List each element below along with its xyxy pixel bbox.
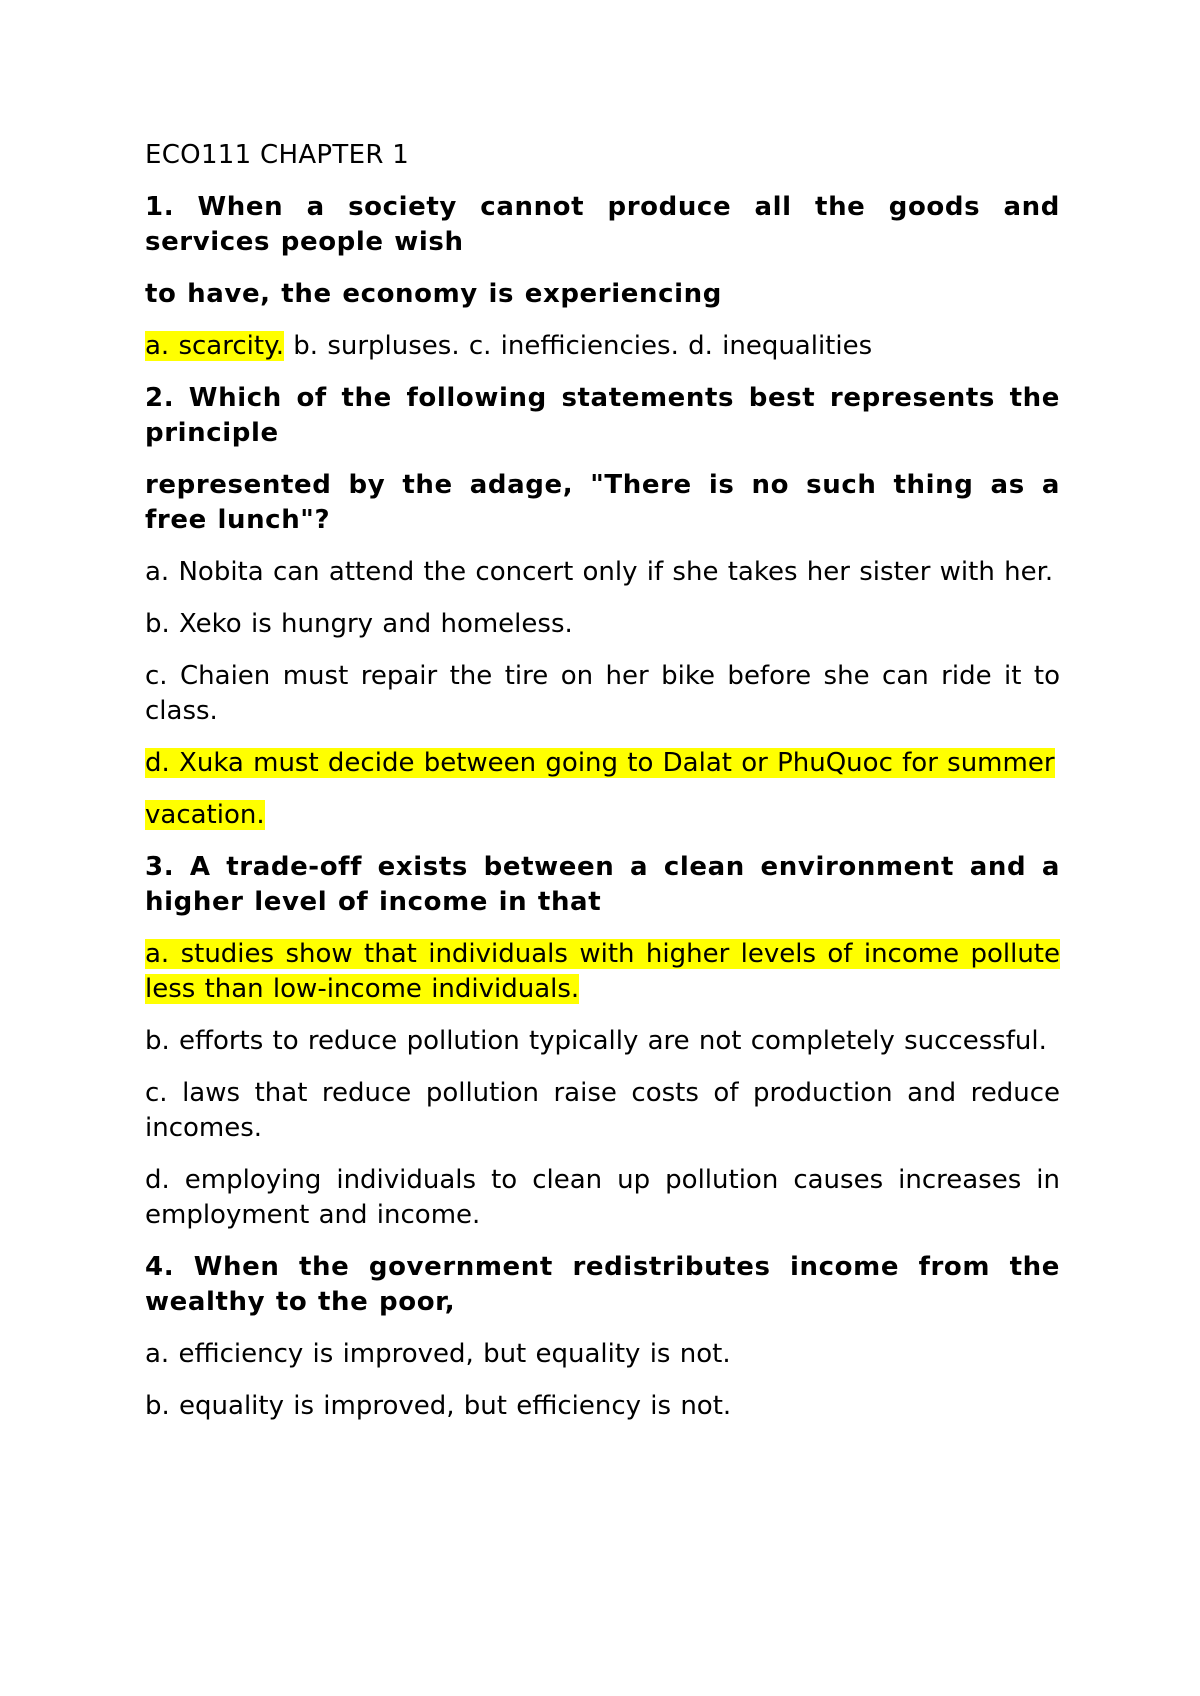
document-title: ECO111 CHAPTER 1 — [145, 140, 410, 170]
question-2-option-d-continued-highlighted: vacation. — [145, 800, 265, 830]
question-3-stem: 3. A trade-off exists between a clean environment and a higher level of income in that — [145, 852, 1060, 917]
question-2-option-c: c. Chaien must repair the tire on her bike before she can ride it to class. — [145, 661, 1060, 726]
question-1-options-rest: b. surpluses. c. inefficiencies. d. inequalities — [284, 331, 873, 361]
question-2-stem-continued: represented by the adage, "There is no such thing as a free lunch"? — [145, 470, 1060, 535]
question-3-option-d: d. employing individuals to clean up pollution causes increases in employment and income. — [145, 1165, 1060, 1230]
question-3-option-c: c. laws that reduce pollution raise costs of production and reduce incomes. — [145, 1078, 1060, 1143]
question-2-stem: 2. Which of the following statements best represents the principle — [145, 383, 1060, 448]
question-3-option-a-highlighted: a. studies show that individuals with higher levels of income pollute less than low-income individuals. — [145, 939, 1060, 1004]
question-3-option-b: b. efforts to reduce pollution typically are not completely successful. — [145, 1026, 1047, 1056]
question-1-stem-continued: to have, the economy is experiencing — [145, 279, 722, 309]
question-2-option-a: a. Nobita can attend the concert only if she takes her sister with her. — [145, 557, 1054, 587]
question-2-option-d-continued — [145, 798, 1060, 833]
question-4-option-a: a. efficiency is improved, but equality is not. — [145, 1339, 731, 1369]
question-4-stem: 4. When the government redistributes income from the wealthy to the poor, — [145, 1252, 1060, 1317]
question-2-option-b: b. Xeko is hungry and homeless. — [145, 609, 573, 639]
question-2-option-d-highlighted: d. Xuka must decide between going to Dalat or PhuQuoc for summer — [145, 748, 1055, 778]
question-4-option-b: b. equality is improved, but efficiency is not. — [145, 1391, 732, 1421]
question-3-option-a — [145, 937, 1060, 1007]
question-1-options — [145, 329, 1060, 364]
question-1-stem: 1. When a society cannot produce all the goods and services people wish — [145, 192, 1060, 257]
question-1-option-a-highlighted: a. scarcity. — [145, 331, 285, 361]
question-2-option-d — [145, 746, 1060, 781]
document-page — [145, 138, 1060, 1441]
